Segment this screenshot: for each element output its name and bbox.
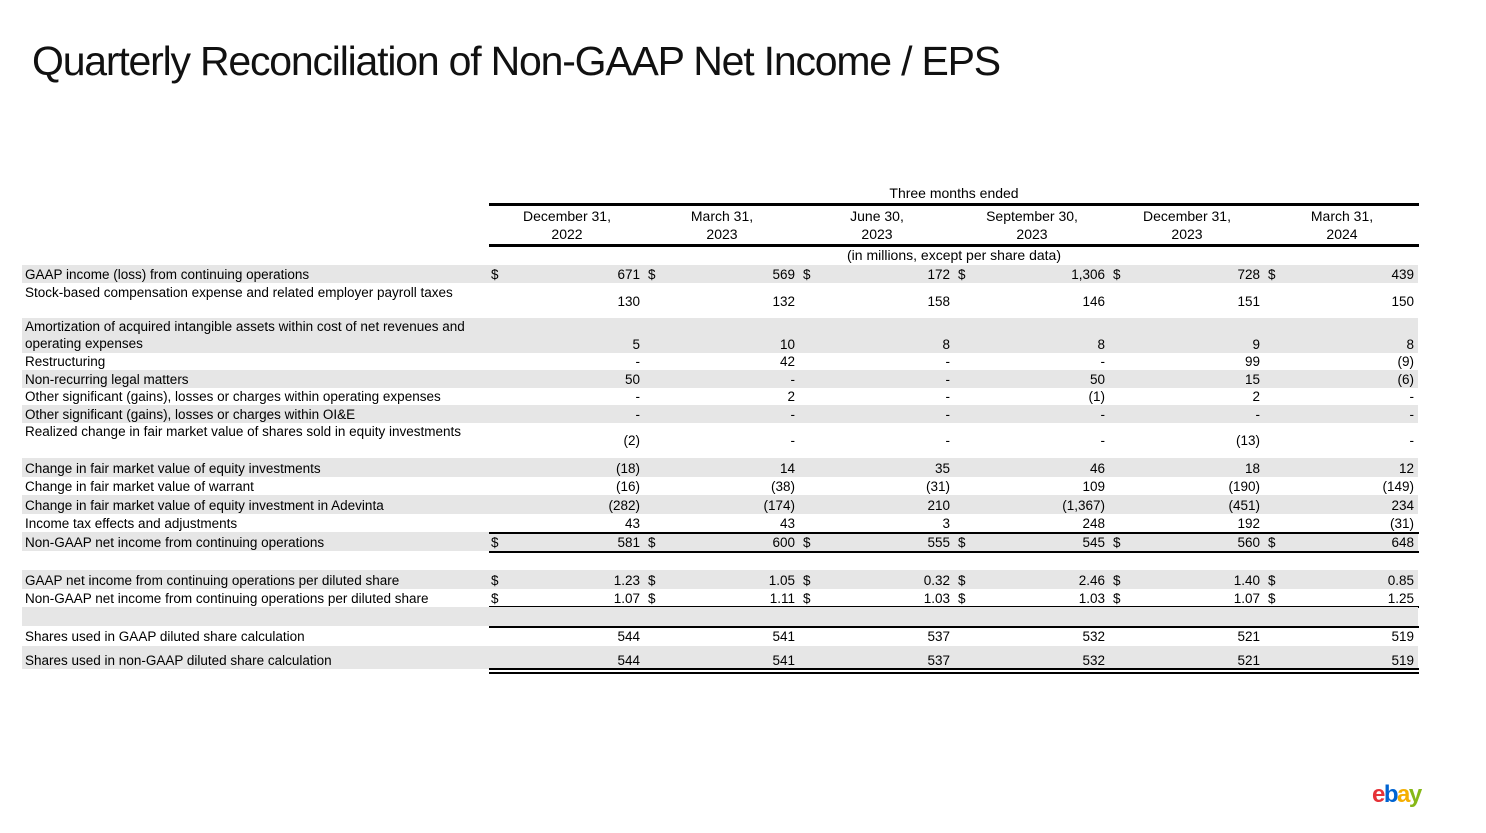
cell-value: 600	[772, 535, 795, 550]
cell-value: 130	[617, 293, 640, 309]
currency-symbol: $	[1268, 535, 1276, 550]
period-year: 2023	[1171, 226, 1203, 242]
cell-value: 0.85	[1387, 573, 1414, 588]
cell-value: 537	[927, 629, 950, 644]
cell-value: 14	[779, 461, 795, 476]
cell-value: -	[1409, 389, 1414, 404]
cell-value: 1.05	[768, 573, 795, 588]
cell-value: 544	[617, 653, 640, 668]
row-label: Change in fair market value of warrant	[25, 479, 254, 494]
currency-symbol: $	[1268, 573, 1276, 588]
cell-value: -	[1409, 433, 1414, 448]
cell-value: -	[790, 407, 795, 422]
period-header: March 31,	[690, 208, 754, 224]
currency-symbol: $	[491, 591, 499, 606]
cell-value: 2	[1252, 389, 1260, 404]
cell-value: -	[635, 407, 640, 422]
currency-symbol: $	[491, 573, 499, 588]
currency-symbol: $	[1113, 591, 1121, 606]
row-label: GAAP income (loss) from continuing operations	[25, 267, 310, 282]
cell-value: 50	[624, 372, 640, 387]
row-label: GAAP net income from continuing operations per diluted share	[25, 573, 400, 588]
cell-value: 541	[772, 629, 795, 644]
cell-value: 9	[1252, 337, 1260, 352]
table-rule	[489, 668, 1419, 670]
row-label: Shares used in non-GAAP diluted share calculation	[25, 653, 332, 668]
cell-value: -	[1100, 354, 1105, 369]
cell-value: 532	[1082, 653, 1105, 668]
cell-value: 1.25	[1387, 591, 1414, 606]
cell-value: 8	[1406, 337, 1414, 352]
cell-value: 1.03	[923, 591, 950, 606]
currency-symbol: $	[803, 573, 811, 588]
cell-value: 10	[779, 337, 795, 352]
cell-value: 158	[927, 293, 950, 309]
cell-value: 248	[1082, 516, 1105, 531]
header-span-label: Three months ended	[889, 185, 1019, 201]
page-title: Quarterly Reconciliation of Non-GAAP Net Income / EPS	[32, 38, 1000, 84]
cell-value: (9)	[1397, 354, 1414, 369]
cell-value: -	[790, 372, 795, 387]
currency-symbol: $	[958, 573, 966, 588]
cell-value: 544	[617, 629, 640, 644]
row-label: Realized change in fair market value of shares sold in equity investments	[25, 424, 461, 439]
period-year: 2022	[551, 226, 583, 242]
currency-symbol: $	[1113, 573, 1121, 588]
period-year: 2023	[706, 226, 738, 242]
cell-value: (6)	[1397, 372, 1414, 387]
cell-value: 50	[1089, 372, 1105, 387]
cell-value: 1.07	[613, 591, 640, 606]
cell-value: -	[790, 433, 795, 448]
cell-value: 555	[927, 535, 950, 550]
row-label: Amortization of acquired intangible assets within cost of net revenues and operating expenses	[25, 319, 465, 351]
row-label: Other significant (gains), losses or charges within OI&E	[25, 407, 356, 422]
cell-value: 1.11	[769, 591, 795, 606]
currency-symbol: $	[648, 573, 656, 588]
period-year: 2023	[861, 226, 893, 242]
logo-letter: b	[1383, 781, 1398, 808]
row-label: Non-GAAP net income from continuing operations per diluted share	[25, 591, 429, 606]
cell-value: -	[635, 389, 640, 404]
cell-value: 1.23	[613, 573, 640, 588]
cell-value: 43	[624, 516, 640, 531]
currency-symbol: $	[1113, 535, 1121, 550]
cell-value: 8	[942, 337, 950, 352]
cell-value: 172	[927, 267, 950, 282]
cell-value: (149)	[1382, 479, 1414, 494]
row-band	[22, 607, 1418, 626]
cell-value: (13)	[1235, 433, 1260, 448]
table-rule	[489, 203, 1419, 206]
cell-value: 541	[772, 653, 795, 668]
cell-value: 439	[1391, 267, 1414, 282]
cell-value: -	[1409, 407, 1414, 422]
cell-value: (31)	[925, 479, 950, 494]
cell-value: 537	[927, 653, 950, 668]
period-header: March 31,	[1310, 208, 1374, 224]
cell-value: 146	[1082, 293, 1105, 309]
currency-symbol: $	[958, 535, 966, 550]
currency-symbol: $	[1268, 267, 1276, 282]
table-rule	[489, 551, 1419, 553]
table-rule	[489, 532, 1419, 534]
cell-value: (174)	[763, 498, 795, 513]
row-label: Income tax effects and adjustments	[25, 516, 238, 531]
cell-value: (1)	[1088, 389, 1105, 404]
cell-value: (1,367)	[1062, 498, 1105, 513]
cell-value: 234	[1391, 498, 1414, 513]
cell-value: 1,306	[1071, 267, 1105, 282]
cell-value: 521	[1237, 629, 1260, 644]
logo-letter: e	[1372, 781, 1384, 808]
currency-symbol: $	[803, 591, 811, 606]
cell-value: 648	[1391, 535, 1414, 550]
cell-value: 18	[1244, 461, 1260, 476]
cell-value: 5	[632, 337, 640, 352]
cell-value: 581	[617, 535, 640, 550]
currency-symbol: $	[803, 535, 811, 550]
currency-symbol: $	[958, 267, 966, 282]
cell-value: 545	[1082, 535, 1105, 550]
cell-value: -	[945, 354, 950, 369]
cell-value: 569	[772, 267, 795, 282]
cell-value: (16)	[615, 479, 640, 494]
cell-value: -	[1100, 407, 1105, 422]
row-label: Non-GAAP net income from continuing operations	[25, 535, 325, 550]
table-rule	[489, 672, 1419, 674]
cell-value: (2)	[623, 433, 640, 448]
cell-value: 2	[787, 389, 795, 404]
cell-value: -	[945, 389, 950, 404]
cell-value: 3	[942, 516, 950, 531]
cell-value: 42	[779, 354, 795, 369]
cell-value: 151	[1237, 293, 1260, 309]
ebay-logo	[1372, 781, 1421, 809]
cell-value: 2.46	[1078, 573, 1105, 588]
row-label: Change in fair market value of equity investments	[25, 461, 321, 476]
cell-value: 132	[772, 293, 795, 309]
row-label: Restructuring	[25, 354, 106, 369]
cell-value: -	[945, 372, 950, 387]
currency-symbol: $	[1268, 591, 1276, 606]
cell-value: 521	[1237, 653, 1260, 668]
cell-value: 560	[1237, 535, 1260, 550]
cell-value: -	[945, 433, 950, 448]
cell-value: 1.07	[1233, 591, 1260, 606]
currency-symbol: $	[958, 591, 966, 606]
cell-value: 8	[1097, 337, 1105, 352]
row-label: Change in fair market value of equity investment in Adevinta	[25, 498, 384, 513]
cell-value: 0.32	[923, 573, 950, 588]
currency-symbol: $	[1113, 267, 1121, 282]
cell-value: 99	[1244, 354, 1260, 369]
cell-value: (190)	[1228, 479, 1260, 494]
cell-value: -	[635, 354, 640, 369]
period-year: 2023	[1016, 226, 1048, 242]
cell-value: 728	[1237, 267, 1260, 282]
cell-value: 35	[934, 461, 950, 476]
cell-value: 519	[1391, 629, 1414, 644]
period-header: June 30,	[850, 208, 904, 224]
row-label: Stock-based compensation expense and related employer payroll taxes	[25, 285, 453, 300]
logo-letter: y	[1408, 781, 1421, 808]
currency-symbol: $	[491, 535, 499, 550]
cell-value: (38)	[770, 479, 795, 494]
cell-value: (18)	[615, 461, 640, 476]
cell-value: 532	[1082, 629, 1105, 644]
logo-letter: a	[1397, 781, 1409, 808]
period-header: September 30,	[986, 208, 1078, 224]
cell-value: 1.40	[1233, 573, 1260, 588]
cell-value: 12	[1398, 461, 1414, 476]
cell-value: 519	[1391, 653, 1414, 668]
cell-value: -	[1255, 407, 1260, 422]
cell-value: 109	[1082, 479, 1105, 494]
units-label: (in millions, except per share data)	[847, 247, 1061, 263]
currency-symbol: $	[648, 535, 656, 550]
cell-value: -	[945, 407, 950, 422]
currency-symbol: $	[803, 267, 811, 282]
cell-value: 150	[1391, 293, 1414, 309]
cell-value: (451)	[1228, 498, 1260, 513]
currency-symbol: $	[648, 591, 656, 606]
cell-value: 671	[617, 267, 640, 282]
period-header: December 31,	[1143, 208, 1231, 224]
cell-value: (31)	[1389, 516, 1414, 531]
cell-value: -	[1100, 433, 1105, 448]
period-year: 2024	[1326, 226, 1358, 242]
cell-value: 192	[1237, 516, 1260, 531]
cell-value: 1.03	[1078, 591, 1105, 606]
currency-symbol: $	[491, 267, 499, 282]
row-label: Non-recurring legal matters	[25, 372, 189, 387]
cell-value: (282)	[608, 498, 640, 513]
cell-value: 15	[1244, 372, 1260, 387]
currency-symbol: $	[648, 267, 656, 282]
cell-value: 46	[1089, 461, 1105, 476]
cell-value: 210	[927, 498, 950, 513]
cell-value: 43	[779, 516, 795, 531]
row-label: Other significant (gains), losses or charges within operating expenses	[25, 389, 441, 404]
period-header: December 31,	[523, 208, 611, 224]
row-label: Shares used in GAAP diluted share calculation	[25, 629, 305, 644]
